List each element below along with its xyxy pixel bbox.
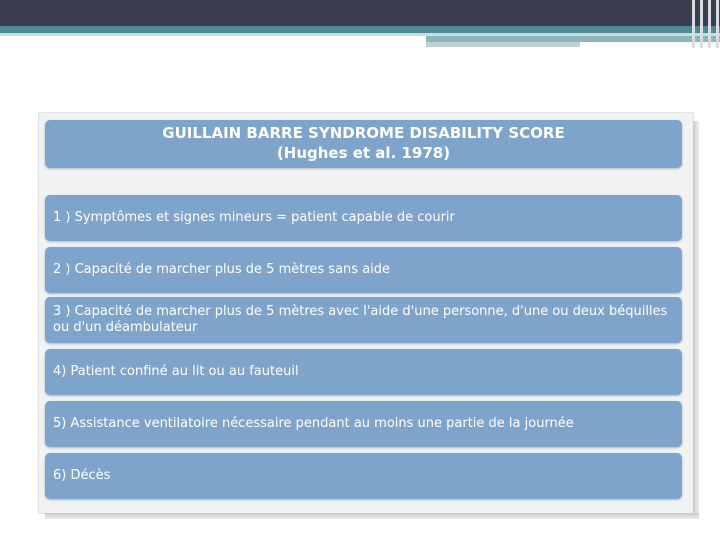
figure-shadow: [693, 121, 699, 513]
figure-subtitle: (Hughes et al. 1978): [276, 144, 451, 162]
score-item-3: [45, 297, 682, 343]
figure-title-box: [45, 120, 682, 168]
disability-score-figure: [38, 112, 694, 514]
score-item-2: [45, 247, 682, 293]
score-item-4: [45, 349, 682, 395]
score-item-6: [45, 453, 682, 499]
score-item-5: [45, 401, 682, 447]
score-item-text: 4) Patient confiné au lit ou au fauteuil: [53, 364, 299, 379]
score-item-text: 1 ) Symptômes et signes mineurs = patient capable de courir: [53, 210, 455, 225]
banner-edge-lines: [688, 0, 720, 48]
score-item-text: 3 ) Capacité de marcher plus de 5 mètres avec l'aide d'une personne, d'une ou deux béquilles ou d'un déambulateur: [53, 304, 668, 335]
top-banner: [0, 0, 720, 26]
figure-title: GUILLAIN BARRE SYNDROME DISABILITY SCORE: [162, 124, 565, 142]
score-item-text: 2 ) Capacité de marcher plus de 5 mètres sans aide: [53, 262, 391, 277]
banner-accent-light: [426, 42, 580, 47]
score-item-text: 5) Assistance ventilatoire nécessaire pendant au moins une partie de la journée: [53, 416, 574, 431]
banner-stripe: [0, 26, 720, 33]
score-item-1: [45, 195, 682, 241]
figure-shadow: [45, 513, 699, 519]
score-item-text: 6) Décès: [53, 468, 111, 483]
